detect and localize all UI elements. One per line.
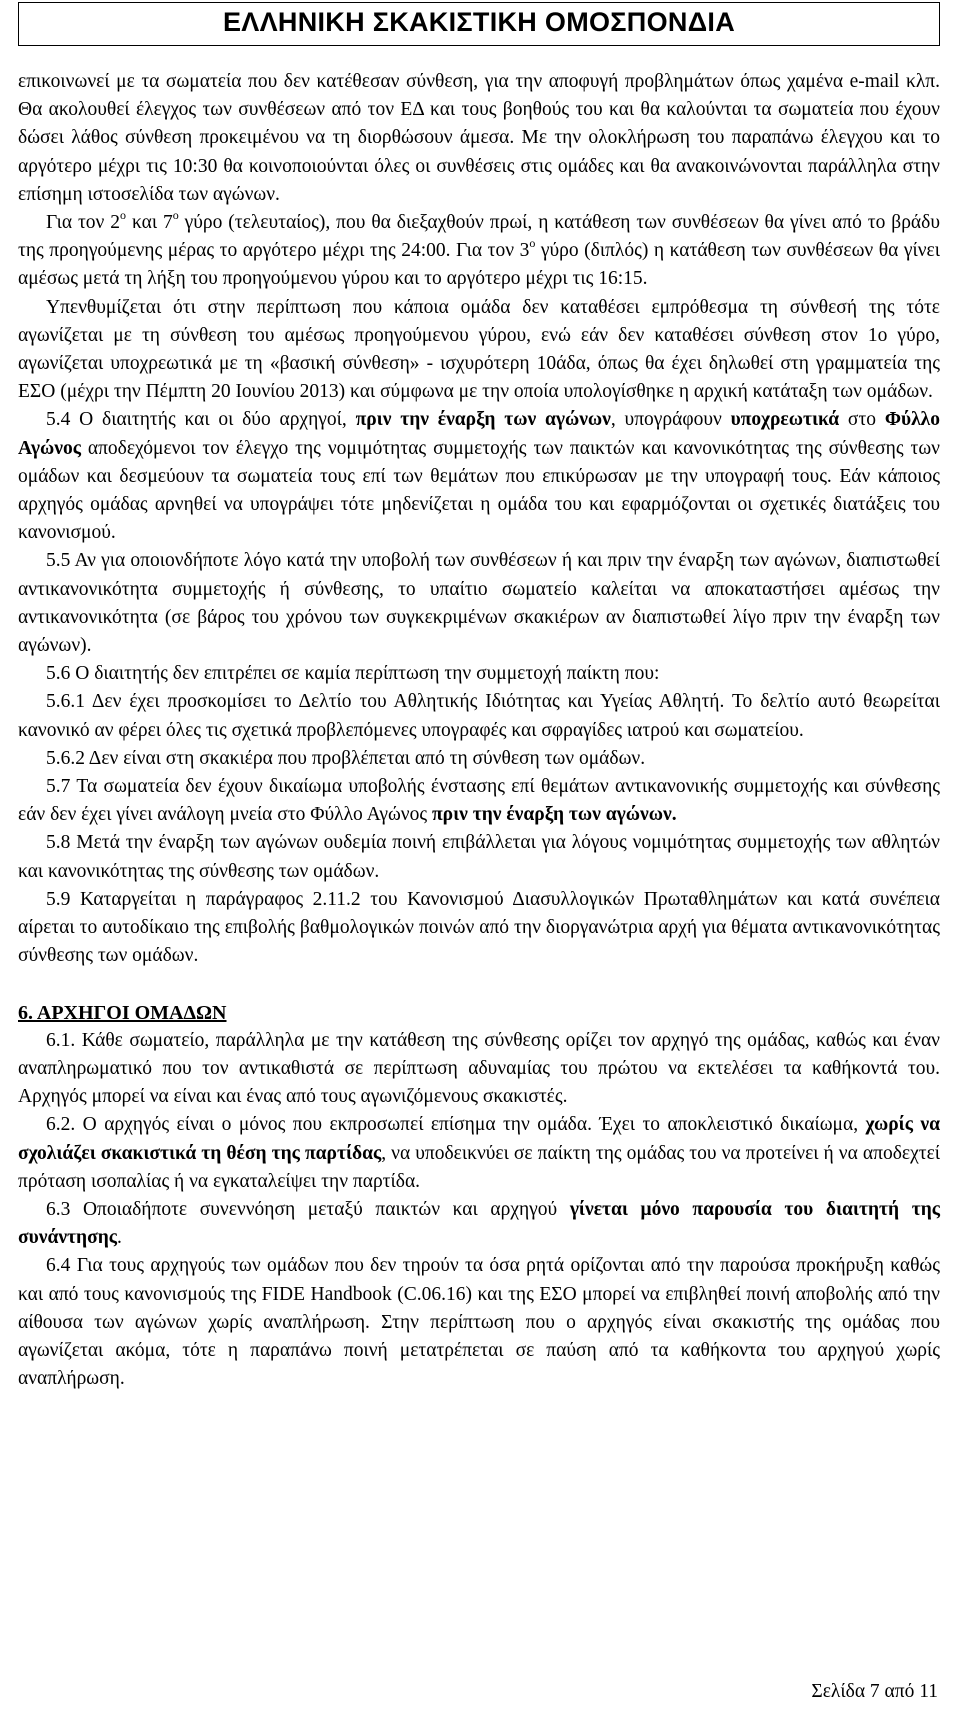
paragraph-submission-contact: επικοινωνεί με τα σωματεία που δεν κατέθεσαν σύνθεση, για την αποφυγή προβλημάτων όπως χαμένα e-mail κλπ. Θα ακολουθεί έλεγχος των συνθέσεων από τον ΕΔ και τους βοηθούς του και θα καλούνται τα σωματεία που έχουν δώσει λάθος σύνθεση προκειμένου να τη διορθώσουν άμεσα. Με την ολοκλήρωση του παραπάνω έλεγχου και το αργότερο μέχρι τις 10:30 θα κοινοποιούνται όλες οι συνθέσεις στις ομάδες και θα ανακοινώνονται παράλληλα στην επίσημη ιστοσελίδα των αγώνων. — [18, 71, 940, 205]
paragraph-5-6-1: 5.6.1 Δεν έχει προσκομίσει το Δελτίο του Αθλητικής Ιδιότητας και Υγείας Αθλητή. Το δελτίο αυτό θεωρείται κανονικό αν φέρει όλες τις σχετικά προβλεπόμενες υπογραφές και σφραγίδες ιατρού και σωματείου. — [18, 691, 940, 741]
paragraph-6-4: 6.4 Για τους αρχηγούς των ομάδων που δεν τηρούν τα όσα ρητά ορίζονται από την παρούσα προκήρυξη καθώς και από τους κανονισμούς της FIDE Handbook (C.06.16) και της ΕΣΟ μπορεί να επιβληθεί ποινή αποβολής από την αίθουσα των αγώνων χωρίς αναπλήρωση. Στην περίπτωση που ο αρχηγός είναι σκακιστής της ομάδας που αγωνίζεται ακόμα, τότε η παραπάνω ποινή μετατρέπεται σε παύση από τα καθήκοντα του αρχηγού χωρίς αναπλήρωση. — [18, 1255, 940, 1390]
paragraph-5-4: 5.4 Ο διαιτητής και οι δύο αρχηγοί, πριν την έναρξη των αγώνων, υπογράφουν υποχρεωτικά στο Φύλλο Αγώνος αποδεχόμενοι τον έλεγχο της νομιμότητας συμμετοχής των παικτών και κανονικότητας της σύνθεσης των ομάδων και δεσμεύουν τα σωματεία τους επί των θεμάτων που επικύρωσαν με την υπογραφή τους. Εάν κάποιος αρχηγός ομάδας αρνηθεί να υπογράψει τότε μηδενίζεται η ομάδα του και εφαρμόζονται οι σχετικές διατάξεις του κανονισμού. — [18, 409, 941, 544]
paragraph-5-8: 5.8 Μετά την έναρξη των αγώνων ουδεμία ποινή επιβάλλεται για λόγους νομιμότητας συμμετοχής των αθλητών και κανονικότητας της σύνθεσης των ομάδων. — [18, 832, 940, 882]
header-title: ΕΛΛΗΝΙΚΗ ΣΚΑΚΙΣΤΙΚΗ ΟΜΟΣΠΟΝΔΙΑ — [222, 7, 736, 37]
paragraph-5-7: 5.7 Τα σωματεία δεν έχουν δικαίωμα υποβολής ένστασης επί θεμάτων αντικανονικής συμμετοχής και σύνθεσης εάν δεν έχει γίνει ανάλογη μνεία στο Φύλλο Αγώνος πριν την έναρξη των αγώνων. — [18, 776, 940, 826]
paragraph-6-2: 6.2. Ο αρχηγός είναι ο μόνος που εκπροσωπεί επίσημα την ομάδα. Έχει το αποκλειστικό δικαίωμα, χωρίς να σχολιάζει σκακιστικά τη θέση της παρτίδας, να υποδεικνύει σε παίκτη της ομάδας του να προτείνει ή να αποδεχτεί πρόταση ισοπαλίας ή να εγκαταλείψει την παρτίδα. — [18, 1114, 941, 1192]
section-spacer — [18, 971, 940, 999]
paragraph-6-1: 6.1. Κάθε σωματείο, παράλληλα με την κατάθεση της σύνθεσης ορίζει τον αρχηγό της ομάδας, καθώς και έναν αναπληρωματικό που τον αντικαθιστά σε περίπτωση αδυναμίας του πρώτου να εκτελέσει τα καθήκοντά του. Αρχηγός μπορεί να είναι και ένας από τους αγωνιζόμενους σκακιστές. — [18, 1029, 940, 1108]
paragraph-5-6-2: 5.6.2 Δεν είναι στη σκακιέρα που προβλέπεται από τη σύνθεση των ομάδων. — [46, 747, 646, 769]
paragraph-5-5: 5.5 Αν για οποιονδήποτε λόγο κατά την υποβολή των συνθέσεων ή και πριν την έναρξη των αγώνων, διαπιστωθεί αντικανονικότητα συμμετοχής ή σύνθεσης, το υπαίτιο σωματείο καλείται να αποκαταστήσει αμέσως την αντικανονικότητα (σε βάρος του χρόνου των συγκεκριμένων σκακιέρων αν διαπιστωθεί λίγο πριν την έναρξη των αγώνων). — [18, 550, 940, 657]
page-number: Σελίδα 7 από 11 — [811, 1681, 938, 1702]
paragraph-5-6: 5.6 Ο διαιτητής δεν επιτρέπει σε καμία περίπτωση την συμμετοχή παίκτη που: — [46, 663, 660, 685]
paragraph-round-deadlines: Για τον $2^o$ και $7^o$ γύρο (τελευταίος), που θα διεξαχθούν πρωί, η κατάθεση των συνθέσεων θα γίνει από το βράδυ της προηγούμενης μέρας το αργότερο μέχρι της 24:00. Για τον $3^o$ γύρο (διπλός) η κατάθεση των συνθέσεων θα γίνει αμέσως μετά τη λήξη του προηγούμενου γύρου και το αργότερο μέχρι τις 16:15. — [18, 208, 940, 290]
document-header — [18, 2, 940, 46]
paragraph-reminder: Υπενθυμίζεται ότι στην περίπτωση που κάποια ομάδα δεν καταθέσει εμπρόθεσμα τη σύνθεσή της τότε αγωνίζεται με τη σύνθεση του αμέσως προηγούμενου γύρου, ενώ εάν δεν καταθέσει σύνθεση στον 1ο γύρο, αγωνίζεται υποχρεωτικά με τη «βασική σύνθεση» - ισχυρότερη 10άδα, όπως θα έχει δηλωθεί στη γραμματεία της ΕΣΟ (μέχρι την Πέμπτη 20 Ιουνίου 2013) και σύμφωνα με την οποία υπολογίσθηκε η αρχική κατάταξη των ομάδων. — [18, 296, 940, 403]
paragraph-6-3: 6.3 Οποιαδήποτε συνεννόηση μεταξύ παικτών και αρχηγού γίνεται μόνο παρουσία του διαιτητή της συνάντησης. — [18, 1198, 940, 1249]
paragraph-5-9: 5.9 Καταργείται η παράγραφος 2.11.2 του Κανονισμού Διασυλλογικών Πρωταθλημάτων και κατά συνέπεια αίρεται το αυτοδίκαιο της επιβολής βαθμολογικών ποινών από την διοργανώτρια αρχή για θέματα αντικανονικότητας σύνθεσης των ομάδων. — [18, 888, 940, 967]
section-6-heading: 6. ΑΡΧΗΓΟΙ ΟΜΑΔΩΝ — [18, 1001, 227, 1024]
document-body — [18, 68, 940, 1393]
